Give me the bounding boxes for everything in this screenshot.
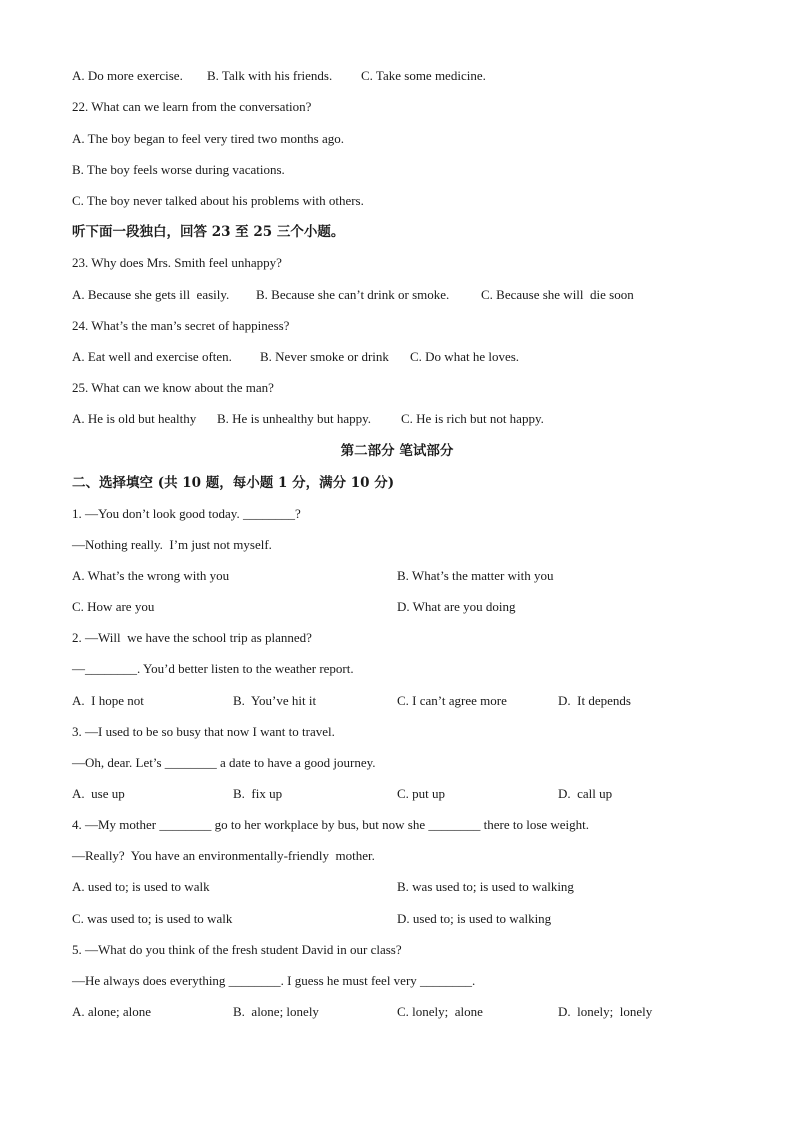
q25-options-row: [72, 411, 732, 427]
q22-option-a: A. The boy began to feel very tired two months ago.: [72, 131, 344, 146]
q4-option-c: C. was used to; is used to walk: [72, 911, 233, 926]
q3-option-c: C. put up: [397, 786, 446, 801]
q1-options-row-2: [72, 599, 732, 615]
q22-stem: 22. What can we learn from the conversation?: [72, 99, 312, 114]
q5-option-c: C. lonely; alone: [397, 1004, 483, 1019]
q24-option-a: A. Eat well and exercise often.: [72, 349, 232, 364]
q1-options-row-1: [72, 568, 732, 584]
q5-options-row: [72, 1004, 732, 1020]
q24-stem: 24. What’s the man’s secret of happiness?: [72, 318, 290, 333]
q24-options-row: [72, 349, 732, 365]
q24-option-c: C. Do what he loves.: [410, 349, 520, 364]
q1-stem: 1. —You don’t look good today. ________?: [72, 506, 301, 521]
q23-options-row: [72, 287, 732, 303]
q1-option-c: C. How are you: [72, 599, 155, 614]
q25-option-c: C. He is rich but not happy.: [401, 411, 544, 426]
q23-option-a: A. Because she gets ill easily.: [72, 287, 230, 302]
q3-option-a: A. use up: [72, 786, 125, 801]
q4-reply: —Really? You have an environmentally-friendly mother.: [72, 848, 375, 863]
q4-options-row-1: [72, 879, 732, 895]
q2-stem: 2. —Will we have the school trip as planned?: [72, 630, 312, 645]
q4-option-a: A. used to; is used to walk: [72, 879, 210, 894]
q5-stem: 5. —What do you think of the fresh student David in our class?: [72, 942, 402, 957]
q3-reply: —Oh, dear. Let’s ________ a date to have a good journey.: [72, 755, 376, 770]
q1-option-a: A. What’s the wrong with you: [72, 568, 230, 583]
section-title: 二、选择填空 (共 10 题，每小题 1 分，满分 10 分): [72, 475, 395, 491]
q25-stem: 25. What can we know about the man?: [72, 380, 274, 395]
q1-option-d: D. What are you doing: [397, 599, 516, 614]
q4-option-d: D. used to; is used to walking: [397, 911, 552, 926]
q4-option-b: B. was used to; is used to walking: [397, 879, 574, 894]
monologue-instruction: 听下面一段独白，回答 23 至 25 三个小题。: [72, 224, 345, 240]
q5-option-b: B. alone; lonely: [233, 1004, 319, 1019]
q23-option-b: B. Because she can’t drink or smoke.: [256, 287, 450, 302]
q1-reply: —Nothing really. I’m just not myself.: [72, 537, 272, 552]
q1-option-b: B. What’s the matter with you: [397, 568, 554, 583]
q21-option-a: A. Do more exercise.: [72, 68, 183, 83]
q21-options-row: [72, 68, 732, 84]
q3-options-row: [72, 786, 732, 802]
q5-option-a: A. alone; alone: [72, 1004, 152, 1019]
q5-reply: —He always does everything ________. I guess he must feel very ________.: [72, 973, 476, 988]
q3-stem: 3. —I used to be so busy that now I want to travel.: [72, 724, 335, 739]
q22-option-b: B. The boy feels worse during vacations.: [72, 162, 285, 177]
q25-option-a: A. He is old but healthy: [72, 411, 197, 426]
q4-options-row-2: [72, 911, 732, 927]
part2-title: 第二部分 笔试部分: [340, 443, 454, 459]
q2-option-b: B. You’ve hit it: [233, 693, 317, 708]
q2-option-d: D. It depends: [558, 693, 631, 708]
q2-reply: —________. You’d better listen to the weather report.: [72, 661, 354, 676]
q5-option-d: D. lonely; lonely: [558, 1004, 653, 1019]
q24-option-b: B. Never smoke or drink: [260, 349, 389, 364]
q2-options-row: [72, 693, 732, 709]
q3-option-b: B. fix up: [233, 786, 283, 801]
q2-option-a: A. I hope not: [72, 693, 144, 708]
q21-option-c: C. Take some medicine.: [361, 68, 486, 83]
q23-option-c: C. Because she will die soon: [481, 287, 634, 302]
q21-option-b: B. Talk with his friends.: [207, 68, 333, 83]
q2-option-c: C. I can’t agree more: [397, 693, 507, 708]
q22-option-c: C. The boy never talked about his problems with others.: [72, 193, 364, 208]
q23-stem: 23. Why does Mrs. Smith feel unhappy?: [72, 255, 282, 270]
q3-option-d: D. call up: [558, 786, 613, 801]
q25-option-b: B. He is unhealthy but happy.: [217, 411, 372, 426]
q4-stem: 4. —My mother ________ go to her workplace by bus, but now she ________ there to lose weight.: [72, 817, 590, 832]
